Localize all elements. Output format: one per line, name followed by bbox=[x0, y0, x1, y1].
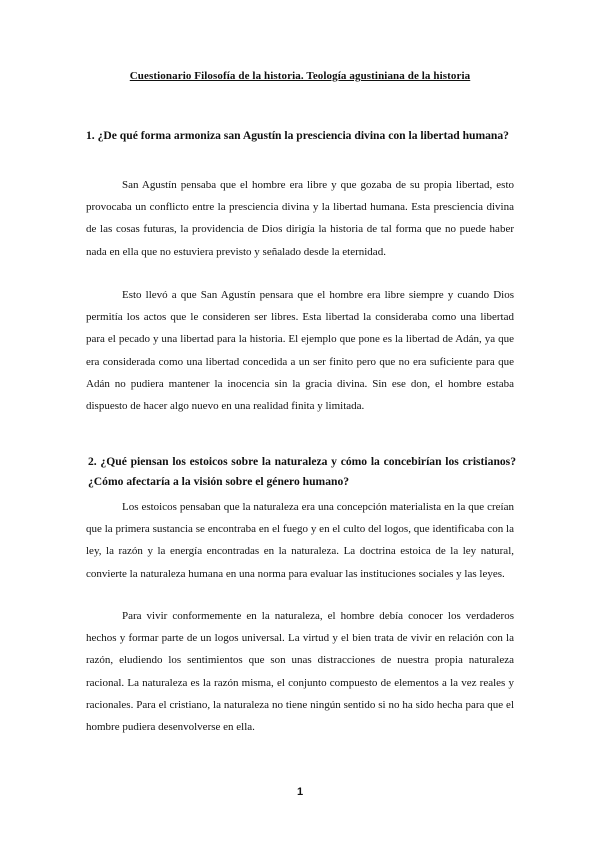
question-1-heading: 1. ¿De qué forma armoniza san Agustín la presciencia divina con la libertad humana? bbox=[86, 129, 509, 142]
page-number: 1 bbox=[296, 786, 304, 798]
question-2-heading: 2. ¿Qué piensan los estoicos sobre la naturaleza y cómo la concebirían los cristianos? ¿Cómo afectaría a la visión sobre el género humano? bbox=[88, 455, 516, 488]
answer-2-paragraph-1: Los estoicos pensaban que la naturaleza era una concepción materialista en la que creían que la primera sustancia se encontraba en el fuego y en el culto del logos, que identificaba con la ley, la razón y la energía encontradas en la naturaleza. La doctrina estoica de la ley natural, convierte la naturaleza humana en una norma para evaluar las instituciones sociales y las leyes. bbox=[86, 501, 514, 580]
document-title: Cuestionario Filosofía de la historia. Teología agustiniana de la historia bbox=[129, 70, 471, 82]
answer-2-paragraph-2: Para vivir conformemente en la naturaleza, el hombre debía conocer los verdaderos hechos y formar parte de un logos universal. La virtud y el bien trata de vivir en relación con la razón, eludiendo los sentimientos que son unas distracciones de nuestra propia naturaleza racional. La naturaleza es la razón misma, el conjunto compuesto de elementos a la vez reales y racionales. Para el cristiano, la naturaleza no tiene ningún sentido si no ha sido hecha para que el hombre pudiera desenvolverse en ella. bbox=[86, 610, 514, 734]
answer-1-paragraph-2: Esto llevó a que San Agustín pensara que el hombre era libre siempre y cuando Dios permitía los actos que le consideren ser libres. Esta libertad la consideraba como una libertad para el pecado y una libertad para la historia. El ejemplo que pone es la libertad de Adán, ya que era considerada como una libertad concedida a un ser finito pero que no era suficiente para que Adán no pudiera mantener la inocencia sin la gracia divina. Sin ese don, el hombre estaba dispuesto de hacer algo nuevo en una realidad finita y limitada. bbox=[86, 289, 514, 413]
answer-1-paragraph-1: San Agustín pensaba que el hombre era libre y que gozaba de su propia libertad, esto provocaba un conflicto entre la presciencia divina y la libertad humana. Esta presciencia divina de las cosas futuras, la providencia de Dios dirigía la historia de tal forma que no puede haber nada en ella que no estuviera previsto y señalado desde la eternidad. bbox=[86, 179, 514, 258]
